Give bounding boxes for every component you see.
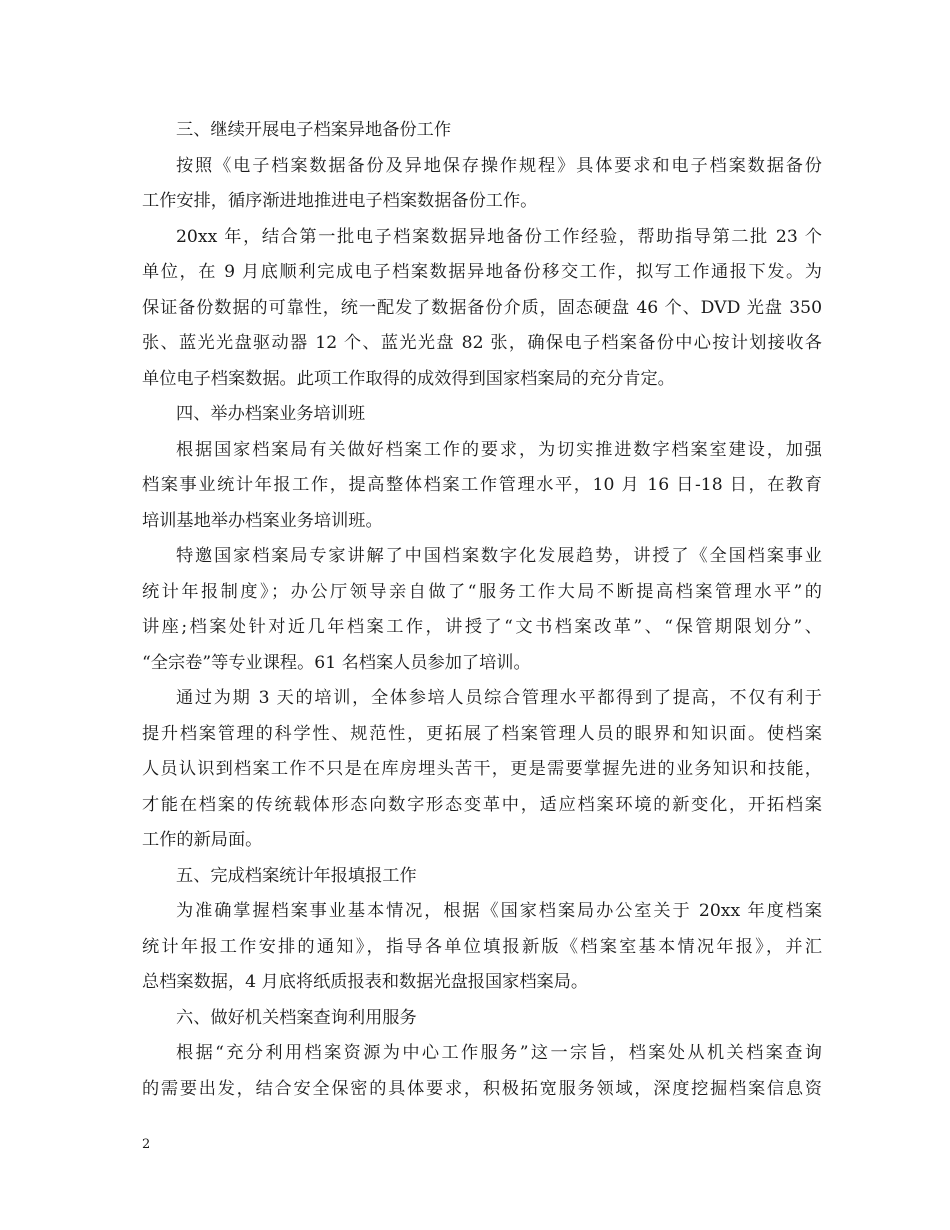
paragraph-line: 为准确掌握档案事业基本情况，根据《国家档案局办公室关于 20xx 年度档案 bbox=[176, 901, 822, 921]
page-number: 2 bbox=[142, 1137, 151, 1152]
paragraph-line: 讲座;档案处针对近几年档案工作，讲授了“文书档案改革”、“保管期限划分”、 bbox=[142, 617, 822, 637]
paragraph-line: 统计年报工作安排的通知》，指导各单位填报新版《档案室基本情况年报》，并汇 bbox=[142, 936, 822, 957]
paragraph-line: 提升档案管理的科学性、规范性，更拓展了档案管理人员的眼界和知识面。使档案 bbox=[142, 723, 822, 744]
paragraph-line: 根据“充分利用档案资源为中心工作服务”这一宗旨，档案处从机关档案查询 bbox=[176, 1043, 822, 1063]
paragraph-line: “全宗卷”等专业课程。61 名档案人员参加了培训。 bbox=[142, 652, 531, 673]
section-heading-3: 三、继续开展电子档案异地备份工作 bbox=[176, 120, 452, 140]
paragraph-line: 总档案数据，4 月底将纸质报表和数据光盘报国家档案局。 bbox=[142, 972, 589, 992]
paragraph-line: 工作安排，循序渐进地推进电子档案数据备份工作。 bbox=[142, 191, 538, 211]
paragraph-line: 单位电子档案数据。此项工作取得的成效得到国家档案局的充分肯定。 bbox=[142, 368, 675, 389]
paragraph-line: 根据国家档案局有关做好档案工作的要求，为切实推进数字档案室建设，加强 bbox=[176, 439, 822, 460]
paragraph-line: 通过为期 3 天的培训，全体参培人员综合管理水平都得到了提高，不仅有利于 bbox=[176, 688, 822, 708]
paragraph-line: 统计年报制度》；办公厅领导亲自做了“服务工作大局不断提高档案管理水平”的 bbox=[142, 581, 822, 602]
section-heading-6: 六、做好机关档案查询利用服务 bbox=[176, 1007, 417, 1028]
paragraph-line: 单位，在 9 月底顺利完成电子档案数据异地备份移交工作，拟写工作通报下发。为 bbox=[142, 262, 822, 282]
paragraph-line: 培训基地举办档案业务培训班。 bbox=[142, 510, 383, 531]
paragraph-line: 保证备份数据的可靠性，统一配发了数据备份介质，固态硬盘 46 个、DVD 光盘 350 bbox=[142, 297, 822, 318]
paragraph-line: 按照《电子档案数据备份及异地保存操作规程》具体要求和电子档案数据备份 bbox=[176, 155, 822, 176]
paragraph-line: 的需要出发，结合安全保密的具体要求，积极拓宽服务领域，深度挖掘档案信息资 bbox=[142, 1078, 822, 1099]
document-body bbox=[142, 113, 822, 1107]
paragraph-line: 档案事业统计年报工作，提高整体档案工作管理水平，10 月 16 日-18 日，在教育 bbox=[142, 475, 822, 495]
paragraph-line: 特邀国家档案局专家讲解了中国档案数字化发展趋势，讲授了《全国档案事业 bbox=[176, 546, 822, 566]
paragraph-line: 20xx 年，结合第一批电子档案数据异地备份工作经验，帮助指导第二批 23 个 bbox=[176, 226, 822, 247]
paragraph-line: 才能在档案的传统载体形态向数字形态变革中，适应档案环境的新变化，开拓档案 bbox=[142, 794, 822, 815]
section-heading-5: 五、完成档案统计年报填报工作 bbox=[176, 865, 417, 886]
paragraph-line: 人员认识到档案工作不只是在库房埋头苦干，更是需要掌握先进的业务知识和技能， bbox=[142, 759, 822, 779]
paragraph-line: 张、蓝光光盘驱动器 12 个、蓝光光盘 82 张，确保电子档案备份中心按计划接收各 bbox=[142, 333, 822, 353]
paragraph-line: 工作的新局面。 bbox=[142, 830, 263, 850]
section-heading-4: 四、举办档案业务培训班 bbox=[176, 404, 366, 424]
